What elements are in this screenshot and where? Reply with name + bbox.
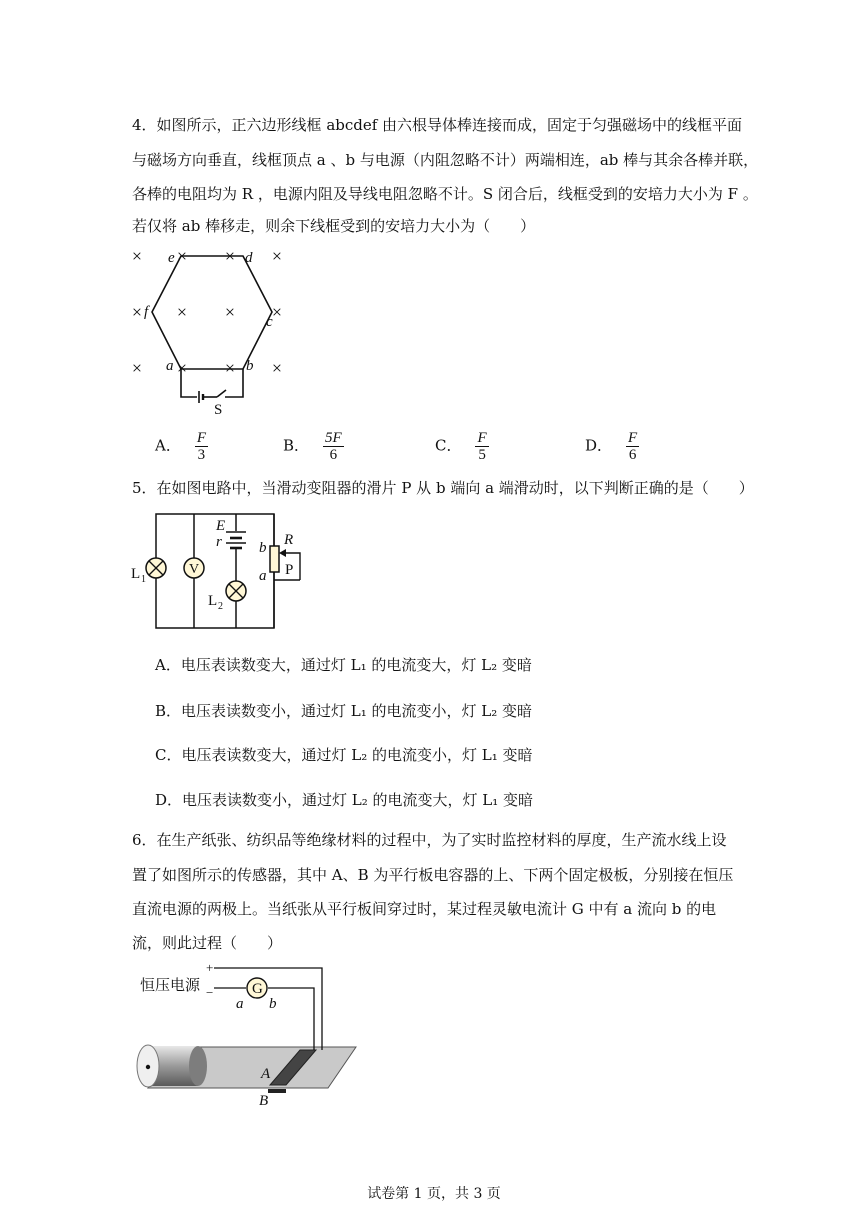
fraction-denominator: 6 <box>329 447 338 463</box>
fraction-denominator: 3 <box>197 447 206 463</box>
q4-line-3: 各棒的电阻均为 R ，电源内阻及导线电阻忽略不计。S 闭合后，线框受到的安培力大小为 F 。 <box>132 185 758 203</box>
q6-line-1: 6．在生产纸张、纺织品等绝缘材料的过程中，为了实时监控材料的厚度，生产流水线上设 <box>132 831 727 849</box>
label-E: E <box>216 518 226 534</box>
cross-mark: × <box>224 246 236 266</box>
label-minus: − <box>206 985 214 1000</box>
fraction-numerator: F <box>628 430 638 446</box>
label-P: P <box>285 562 294 578</box>
cross-mark: × <box>176 302 188 322</box>
cross-mark: × <box>271 358 283 378</box>
circuit-figure <box>128 508 308 633</box>
label-r: r <box>216 534 222 550</box>
label-e: e <box>168 250 175 266</box>
label-B: B <box>259 1093 269 1109</box>
q4-option-d[interactable] <box>585 430 639 463</box>
label-L2: L <box>208 593 218 609</box>
label-f: f <box>144 304 149 320</box>
cross-mark: × <box>131 302 143 322</box>
q4-option-c[interactable] <box>435 430 489 463</box>
q5-option-b[interactable]: B．电压表读数变小，通过灯 L₁ 的电流变小，灯 L₂ 变暗 <box>155 702 533 720</box>
label-a: a <box>259 568 267 584</box>
cross-mark: × <box>131 246 143 266</box>
cross-mark: × <box>224 302 236 322</box>
label-L1-sub: 1 <box>141 574 146 585</box>
cross-mark: × <box>271 246 283 266</box>
label-L2-sub: 2 <box>218 601 223 612</box>
q5-option-c[interactable]: C．电压表读数变大，通过灯 L₂ 的电流变小，灯 L₁ 变暗 <box>155 746 533 764</box>
option-label: A． <box>155 436 181 455</box>
cross-mark: × <box>176 246 188 266</box>
cross-mark: × <box>224 358 236 378</box>
q6-line-3: 直流电源的两极上。当纸张从平行板间穿过时，某过程灵敏电流计 G 中有 a 流向 b 的电 <box>132 900 717 918</box>
q4-line-1: 4．如图所示，正六边形线框 abcdef 由六根导体棒连接而成，固定于匀强磁场中的线框平面 <box>132 116 743 134</box>
option-label: B． <box>283 436 310 455</box>
label-b: b <box>246 358 254 374</box>
q4-line-2: 与磁场方向垂直，线框顶点 a 、b 与电源（内阻忽略不计）两端相连，ab 棒与其余各棒并联， <box>132 151 759 169</box>
voltmeter-label: V <box>188 562 200 577</box>
q6-line-4: 流，则此过程（ ） <box>132 934 283 952</box>
q4-option-a[interactable] <box>155 430 208 463</box>
label-d: d <box>245 250 253 266</box>
label-a: a <box>166 358 174 374</box>
q5-line-1: 5．在如图电路中，当滑动变阻器的滑片 P 从 b 端向 a 端滑动时，以下判断正确的是（ ） <box>132 479 754 497</box>
label-a: a <box>236 996 244 1012</box>
q4-option-b[interactable] <box>283 430 344 463</box>
label-c: c <box>266 314 273 330</box>
label-switch: S <box>214 402 223 417</box>
option-label: D． <box>585 436 613 455</box>
option-label: C． <box>435 436 462 455</box>
label-L1: L <box>131 566 141 582</box>
cross-mark: × <box>176 358 188 378</box>
q4-line-4: 若仅将 ab 棒移走，则余下线框受到的安培力大小为（ ） <box>132 217 536 235</box>
cross-mark: × <box>271 302 283 322</box>
label-b: b <box>269 996 277 1012</box>
q5-option-a[interactable]: A．电压表读数变大，通过灯 L₁ 的电流变大，灯 L₂ 变暗 <box>155 656 532 674</box>
fraction-numerator: 5F <box>325 430 342 446</box>
fraction-denominator: 6 <box>628 447 637 463</box>
label-R: R <box>284 532 294 548</box>
fraction-denominator: 5 <box>478 447 486 463</box>
fraction-numerator: F <box>196 430 207 446</box>
page-footer: 试卷第 1 页，共 3 页 <box>367 1186 501 1202</box>
hexagon-figure <box>125 242 300 417</box>
label-b: b <box>259 540 267 556</box>
label-A: A <box>261 1066 271 1082</box>
label-source: 恒压电源 <box>140 978 201 994</box>
q5-option-d[interactable]: D．电压表读数变小，通过灯 L₂ 的电流变大，灯 L₁ 变暗 <box>155 791 534 809</box>
label-plus: + <box>206 960 214 975</box>
sensor-figure <box>128 960 363 1110</box>
fraction-numerator: F <box>477 430 487 446</box>
label-G: G <box>252 981 263 997</box>
cross-mark: × <box>131 358 143 378</box>
q6-line-2: 置了如图所示的传感器，其中 A、B 为平行板电容器的上、下两个固定极板，分别接在恒压 <box>132 866 734 884</box>
